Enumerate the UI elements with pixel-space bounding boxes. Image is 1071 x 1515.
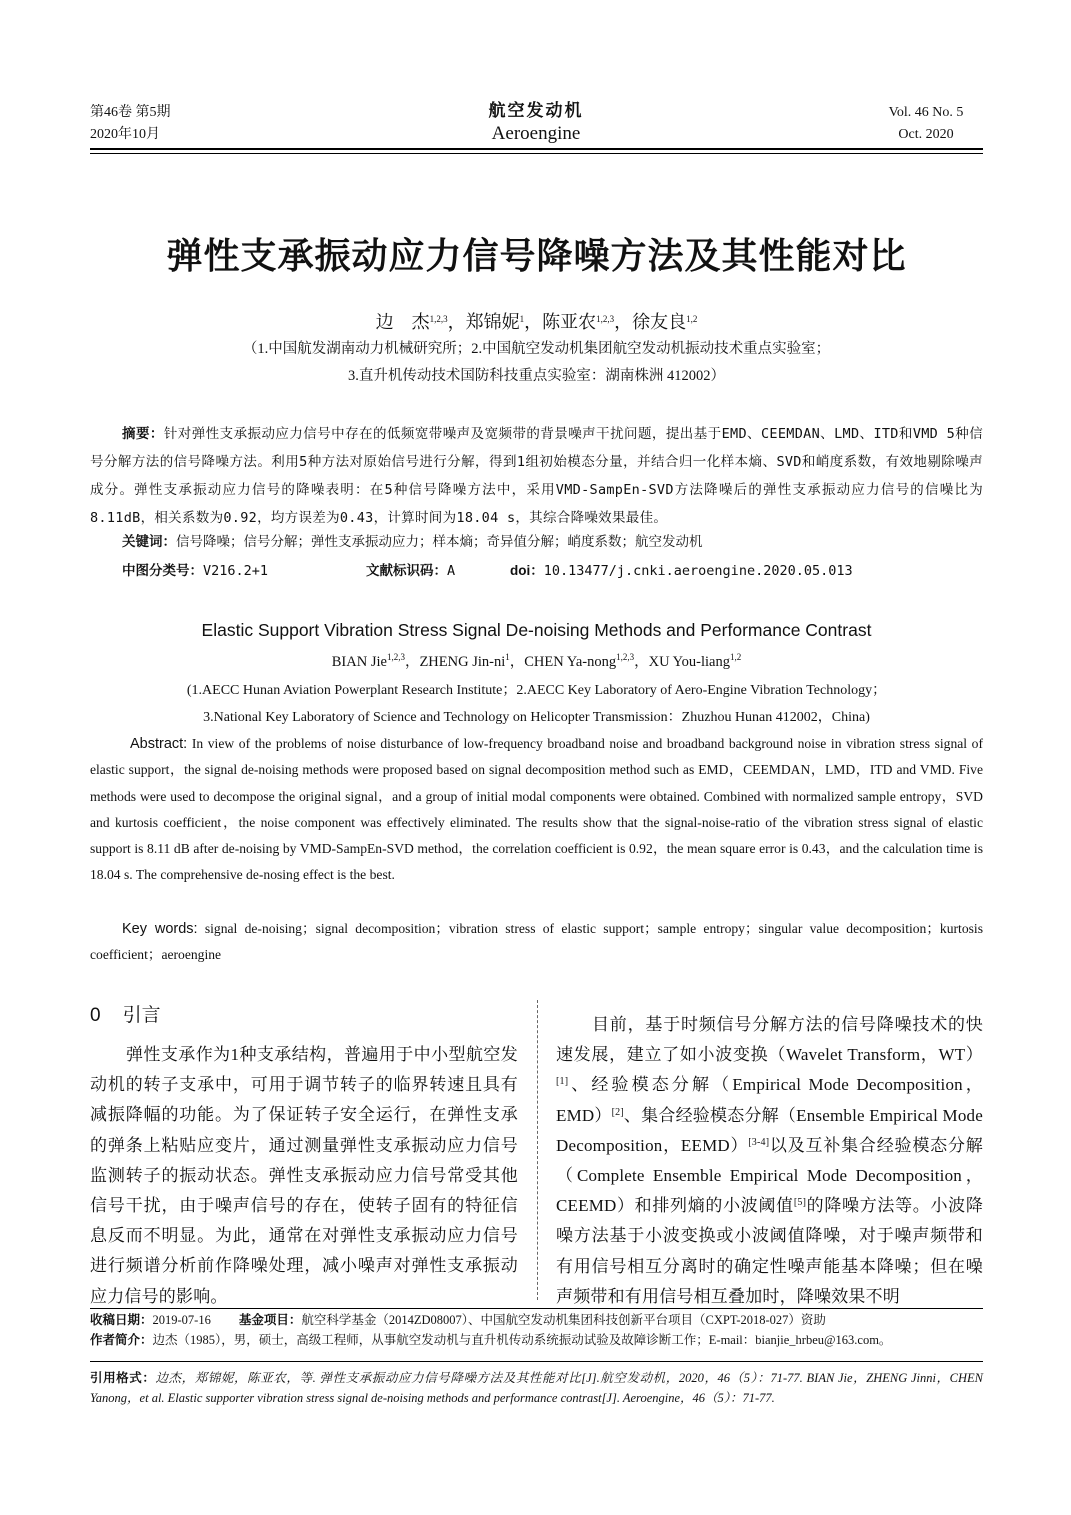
received-label: 收稿日期： xyxy=(90,1313,153,1327)
author-affil-sup: 1,2 xyxy=(686,314,698,324)
author-list-cn: 边 杰$^{1,2,3}$，郑锦妮$^1$，陈亚农$^{1,2,3}$，徐友良$^{1,2}$ xyxy=(375,312,698,332)
keywords-en xyxy=(90,916,983,969)
citation-format xyxy=(90,1368,983,1408)
date-cn: 2020年10月 xyxy=(90,127,160,142)
doi-label: doi： xyxy=(510,563,544,578)
author-affil-sup: 1,2,3 xyxy=(386,652,405,662)
author-name-en: XU You-liang xyxy=(648,654,730,670)
header-rule-thin xyxy=(90,153,983,154)
citation-ref[interactable]: [2] xyxy=(611,1106,624,1118)
affiliation-line-en: 3.National Key Laboratory of Science and Technology on Helicopter Transmission：Zhuzhou Hunan 412002，China) xyxy=(203,710,870,725)
body-text: 目前，基于时频信号分解方法的信号降噪技术的快速发展，建立了如小波变换（Wavelet Transform，WT） xyxy=(556,1015,983,1065)
journal-name-cn: 航空发动机 xyxy=(488,101,584,120)
author-affil-sup: 1,2,3 xyxy=(596,314,615,324)
abstract-label-en: Abstract: xyxy=(130,736,188,752)
section-title: 引言 xyxy=(122,1005,161,1026)
footnote-author-bio xyxy=(90,1331,983,1350)
affiliations-cn xyxy=(90,336,983,390)
keywords-text-en: signal de-noising；signal decomposition；vibration stress of elastic support；sample entropy；singular value decomposition；kurtosis coefficient；aeroengine xyxy=(90,921,983,963)
author-affil-sup: 1,2,3 xyxy=(429,314,448,324)
paper-title-en: Elastic Support Vibration Stress Signal De-noising Methods and Performance Contrast xyxy=(201,620,872,640)
clc-number xyxy=(122,559,268,583)
affiliation-line: 3.直升机传动技术国防科技重点实验室：湖南株洲 412002） xyxy=(348,368,725,384)
body-right-column xyxy=(556,1010,983,1312)
author-name-en: ZHENG Jin-ni xyxy=(419,654,506,670)
author-name: 陈亚农 xyxy=(542,312,597,332)
abstract-cn xyxy=(90,420,983,532)
author-affil-sup: 1 xyxy=(505,652,510,662)
received-date: 2019-07-16 xyxy=(152,1313,211,1327)
date-en: Oct. 2020 xyxy=(898,127,954,142)
volume-issue-cn: 第46卷 第5期 xyxy=(90,105,171,120)
citation-text: 边杰，郑锦妮，陈亚农，等. 弹性支承振动应力信号降噪方法及其性能对比[J].航空发动机，2020，46（5）：71-77. BIAN Jie，ZHENG Jinni，CHEN Yanong，et al. Elastic supporter vibration stress signal de-noising methods and performance contrast[J]. Aeroengine，46（5）：71-77. xyxy=(90,1371,983,1405)
citation-ref[interactable]: [3-4] xyxy=(748,1136,770,1148)
abstract-label-cn: 摘要： xyxy=(122,426,164,441)
author-name: 边 杰 xyxy=(375,312,430,332)
volume-issue-en: Vol. 46 No. 5 xyxy=(888,105,964,120)
doc-code-value: A xyxy=(447,563,456,579)
keywords-label-en: Key words: xyxy=(122,921,198,937)
author-name: 徐友良 xyxy=(632,312,687,332)
clc-label: 中图分类号： xyxy=(122,563,203,578)
header-right xyxy=(871,102,981,146)
header-center xyxy=(336,100,736,146)
bio-label: 作者简介： xyxy=(90,1333,153,1347)
clc-value: V216.2+1 xyxy=(203,563,269,579)
header-rule-thick xyxy=(90,148,983,150)
citation-ref[interactable]: [1] xyxy=(556,1076,569,1088)
abstract-text-cn: 针对弹性支承振动应力信号中存在的低频宽带噪声及宽频带的背景噪声干扰问题，提出基于EMD、CEEMDAN、LMD、ITD和VMD 5种信号分解方法的信号降噪方法。利用5种方法对原始信号进行分解，得到1组初始模态分量，并结合归一化样本熵、SVD和峭度系数，有效地剔除噪声成分。弹性支承振动应力信号的降噪表明：在5种信号降噪方法中，采用VMD-SampEn-SVD方法降噪后的弹性支承振动应力信号的信噪比为8.11dB，相关系数为0.92，均方误差为0.43，计算时间为18.04 s，其综合降噪效果最佳。 xyxy=(90,426,984,526)
affiliations-en xyxy=(90,677,983,731)
section-heading xyxy=(90,1000,161,1027)
author-affil-sup: 1,2,3 xyxy=(616,652,635,662)
paper-title-cn: 弹性支承振动应力信号降噪方法及其性能对比 xyxy=(166,236,907,276)
citation-rule xyxy=(90,1361,983,1362)
body-text: 的降噪方法等。小波降噪方法基于小波变换或小波阈值降噪，对于噪声频带和有用信号相互分离时的确定性噪声能基本降噪；但在噪声频带和有用信号相互叠加时，降噪效果不明 xyxy=(556,1196,984,1306)
bio-text: 边杰（1985），男，硕士，高级工程师，从事航空发动机与直升机传动系统振动试验及故障诊断工作；E-mail：bianjie_hrbeu@163.com。 xyxy=(152,1333,892,1347)
author-affil-sup: 1,2 xyxy=(729,652,742,662)
author-name: 郑锦妮 xyxy=(465,312,520,332)
journal-name-en: Aeroengine xyxy=(491,123,581,144)
author-name-en: CHEN Ya-nong xyxy=(524,654,617,670)
footnote-received-fund xyxy=(90,1311,983,1330)
document-code xyxy=(366,559,455,583)
author-affil-sup: 1 xyxy=(519,314,525,324)
affiliation-line: （1.中国航发湖南动力机械研究所；2.中国航空发动机集团航空发动机振动技术重点实验室； xyxy=(242,341,831,357)
body-left-column: 弹性支承作为1种支承结构，普遍用于中小型航空发动机的转子支承中，可用于调节转子的临界转速且具有减振降幅的功能。为了保证转子安全运行，在弹性支承的弹条上粘贴应变片，通过测量弹性支承振动应力信号监测转子的振动状态。弹性支承振动应力信号常受其他信号干扰，由于噪声信号的存在，使转子固有的特征信息反而不明显。为此，通常在对弹性支承振动应力信号进行频谱分析前作降噪处理，减小噪声对弹性支承振动应力信号的影响。 xyxy=(90,1045,518,1306)
author-name-en: BIAN Jie xyxy=(331,654,387,670)
abstract-en xyxy=(90,731,983,889)
header-left xyxy=(90,102,171,146)
keywords-label-cn: 关键词： xyxy=(122,534,176,549)
doi xyxy=(510,559,853,583)
citation-ref[interactable]: [5] xyxy=(793,1197,807,1209)
fund-label: 基金项目： xyxy=(238,1313,302,1327)
citation-label: 引用格式： xyxy=(90,1371,156,1385)
fund-text: 航空科学基金（2014ZD08007）、中国航空发动机集团科技创新平台项目（CXPT-2018-027）资助 xyxy=(301,1313,826,1327)
body-text: 、经验模态分解（Empirical Mode Decomposition，EMD） xyxy=(556,1075,983,1125)
footnote-rule xyxy=(90,1308,983,1309)
body-text: 以及互补集合经验模态分解（Complete Ensemble Empirical Mode Decomposition，CEEMD）和排列熵的小波阈值 xyxy=(556,1135,983,1216)
abstract-text-en: In view of the problems of noise disturbance of low-frequency broadband noise and broadband background noise in vibration stress signal of elastic support，the signal de-noising methods were proposed based on signal decomposition method such as EMD，CEEMDAN，LMD，ITD and VMD. Five methods were used to decompose the original signal，and a group of initial modal components were obtained. Combined with normalized sample entropy，SVD and kurtosis coefficient，the noise component was effectively eliminated. The results show that the signal-noise-ratio of the vibration stress signal of elastic support is 8.11 dB after de-noising by VMD-SampEn-SVD method，the correlation coefficient is 0.92，the mean square error is 0.43，and the calculation time is 18.04 s. The comprehensive de-nosing effect is the best. xyxy=(90,736,983,883)
doc-code-label: 文献标识码： xyxy=(366,563,447,578)
keywords-text-cn: 信号降噪；信号分解；弹性支承振动应力；样本熵；奇异值分解；峭度系数；航空发动机 xyxy=(176,534,703,550)
section-number: 0 xyxy=(90,1005,101,1026)
column-divider xyxy=(537,1000,538,1300)
affiliation-line-en: (1.AECC Hunan Aviation Powerplant Research Institute；2.AECC Key Laboratory of Aero-Engine Vibration Technology； xyxy=(186,683,887,698)
doi-value: 10.13477/j.cnki.aeroengine.2020.05.013 xyxy=(543,563,853,579)
author-list-en: BIAN Jie$^{1,2,3}$，ZHENG Jin-$ni^1$，CHEN Ya-nong$^{1,2,3}$，XU You-liang$^{1,2}$ xyxy=(331,652,742,670)
body-text: 、集合经验模态分解（Ensemble Empirical Mode Decomposition，EEMD） xyxy=(556,1105,984,1155)
keywords-cn xyxy=(122,530,983,554)
